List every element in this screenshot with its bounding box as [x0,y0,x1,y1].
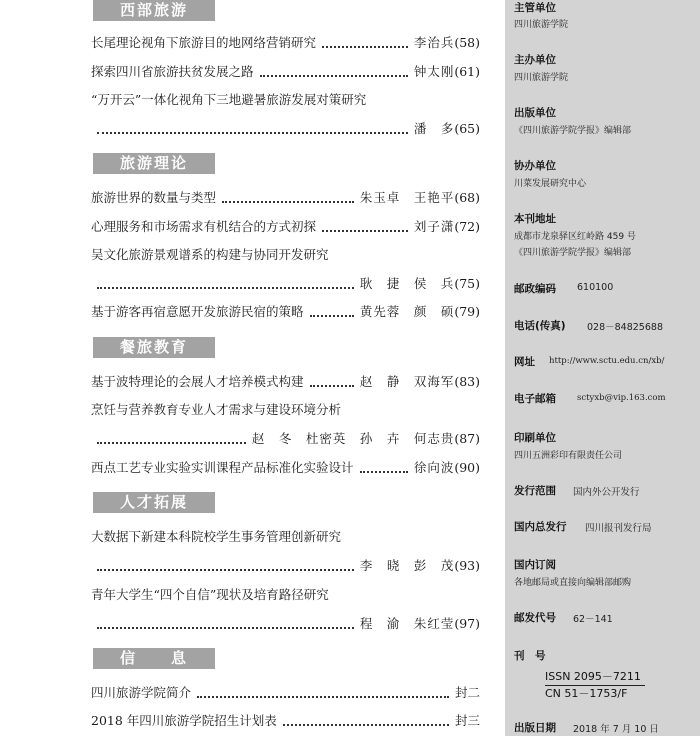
entry-page: (72) [454,219,480,234]
dot-leader [97,130,408,134]
dot-leader [360,469,408,473]
toc-entry[interactable] [91,615,480,633]
section-header-tourism-theory: 旅游理论 [93,153,215,174]
entry-page: (83) [454,374,480,389]
toc-entry[interactable] [91,373,480,391]
toc-entry[interactable] [91,303,480,321]
postal-code-label: 邮发代号 [514,612,556,624]
entry-page: 封三 [454,713,480,728]
supervisor-label: 主管单位 [514,2,556,14]
toc-entry[interactable] [91,684,480,702]
postcode-label: 邮政编码 [514,283,556,295]
dot-leader [310,313,354,317]
dot-leader [222,199,354,203]
entry-title: 旅游世界的数量与类型 [91,190,217,205]
serial-number-label: 刊 号 [514,650,546,662]
entry-page: (79) [454,304,480,319]
toc-entry[interactable] [91,557,480,575]
entry-title: 探索四川省旅游扶贫发展之路 [91,64,254,79]
dot-leader [197,694,449,698]
entry-title[interactable]: 吴文化旅游景观谱系的构建与协同开发研究 [91,247,329,262]
printer-label: 印刷单位 [514,432,556,444]
dot-leader [322,228,408,232]
entry-authors: 李 晓 彭 茂 [359,558,455,573]
entry-title: 2018 年四川旅游学院招生计划表 [91,713,277,728]
address-label: 本刊地址 [514,213,556,225]
subscription-value: 各地邮局或直接向编辑部邮购 [514,578,632,588]
journal-info-sidebar [505,0,700,736]
publisher-label: 出版单位 [514,107,556,119]
entry-page: (87) [454,431,480,446]
email-link[interactable]: sctyxb@vip.163.com [577,393,666,403]
toc-entry[interactable] [91,34,480,52]
phone-value: 028－84825688 [587,322,663,333]
entry-title[interactable]: 青年大学生“四个自信”现状及培育路径研究 [91,587,329,602]
entry-page: (90) [454,460,480,475]
entry-page: (97) [454,616,480,631]
website-label: 网址 [514,356,535,368]
entry-authors: 耿 捷 侯 兵 [359,276,455,291]
dot-leader [97,285,354,289]
entry-title: 四川旅游学院简介 [91,685,192,700]
subscription-label: 国内订阅 [514,559,556,571]
phone-label: 电话(传真) [514,320,566,332]
toc-entry[interactable] [91,218,480,236]
entry-authors: 程 渝 朱红莹 [359,616,455,631]
entry-title: 西点工艺专业实验实训课程产品标准化实验设计 [91,460,354,475]
section-header-talent-development: 人才拓展 [93,492,215,513]
entry-page: (68) [454,190,480,205]
entry-authors: 徐向波 [413,460,455,475]
dot-leader [97,440,246,444]
toc-entry[interactable] [91,275,480,293]
dot-leader [310,383,354,387]
domestic-distributor-label: 国内总发行 [514,521,567,533]
entry-title: 基于波特理论的会展人才培养模式构建 [91,374,304,389]
publication-date-value: 2018 年 7 月 10 日 [573,724,659,735]
address-line-2: 《四川旅游学院学报》编辑部 [514,248,632,258]
toc-entry[interactable] [91,189,480,207]
issn-number: ISSN 2095－7211 [545,668,645,686]
entry-authors: 黄先蓉 颜 硕 [359,304,455,319]
entry-title[interactable]: “万开云”一体化视角下三地避暑旅游发展对策研究 [91,92,367,107]
dot-leader [283,722,449,726]
dot-leader [322,44,408,48]
dot-leader [97,625,354,629]
entry-page: (93) [454,558,480,573]
entry-authors: 朱玉卓 王艳平 [359,190,455,205]
entry-page: 封二 [454,685,480,700]
entry-authors: 李治兵 [413,35,455,50]
entry-authors: 赵 冬 杜密英 孙 卉 何志贵 [251,431,455,446]
publisher-value: 《四川旅游学院学报》编辑部 [514,126,632,136]
entry-title: 长尾理论视角下旅游目的地网络营销研究 [91,35,317,50]
dot-leader [260,73,408,77]
toc-entry[interactable] [91,712,480,730]
dot-leader [97,567,354,571]
printer-value: 四川五洲彩印有限责任公司 [514,451,623,461]
entry-authors: 钟太刚 [413,64,455,79]
entry-authors: 潘 多 [413,121,455,136]
sponsor-label: 主办单位 [514,54,556,66]
toc-entry[interactable] [91,63,480,81]
entry-title[interactable]: 烹饪与营养教育专业人才需求与建设环境分析 [91,402,342,417]
entry-title[interactable]: 大数据下新建本科院校学生事务管理创新研究 [91,529,342,544]
entry-page: (65) [454,121,480,136]
entry-title: 心理服务和市场需求有机结合的方式初探 [91,219,317,234]
postal-code-value: 62－141 [573,614,613,625]
entry-authors: 刘子潇 [413,219,455,234]
entry-title: 基于游客再宿意愿开发旅游民宿的策略 [91,304,304,319]
toc-entry[interactable] [91,459,480,477]
toc-entry[interactable] [91,430,480,448]
cn-number: CN 51－1753/F [545,687,628,700]
publication-date-label: 出版日期 [514,722,556,734]
section-header-catering-education: 餐旅教育 [93,337,215,358]
supervisor-value: 四川旅游学院 [514,20,569,30]
section-header-information: 信 息 [93,648,215,669]
entry-page: (61) [454,64,480,79]
distribution-scope-value: 国内外公开发行 [573,487,640,498]
sponsor-value: 四川旅游学院 [514,73,569,83]
address-line-1: 成都市龙泉驿区红岭路 459 号 [514,232,636,242]
co-organizer-value: 川菜发展研究中心 [514,179,587,189]
co-organizer-label: 协办单位 [514,160,556,172]
entry-page: (75) [454,276,480,291]
postcode-value: 610100 [577,282,614,293]
entry-authors: 赵 静 双海军 [359,374,455,389]
entry-page: (58) [454,35,480,50]
distribution-scope-label: 发行范围 [514,485,556,497]
toc-entry[interactable] [91,120,480,138]
section-header-western-tourism: 西部旅游 [93,0,215,21]
email-label: 电子邮箱 [514,393,556,405]
website-link[interactable]: http://www.sctu.edu.cn/xb/ [549,356,665,366]
domestic-distributor-value: 四川报刊发行局 [585,523,652,534]
